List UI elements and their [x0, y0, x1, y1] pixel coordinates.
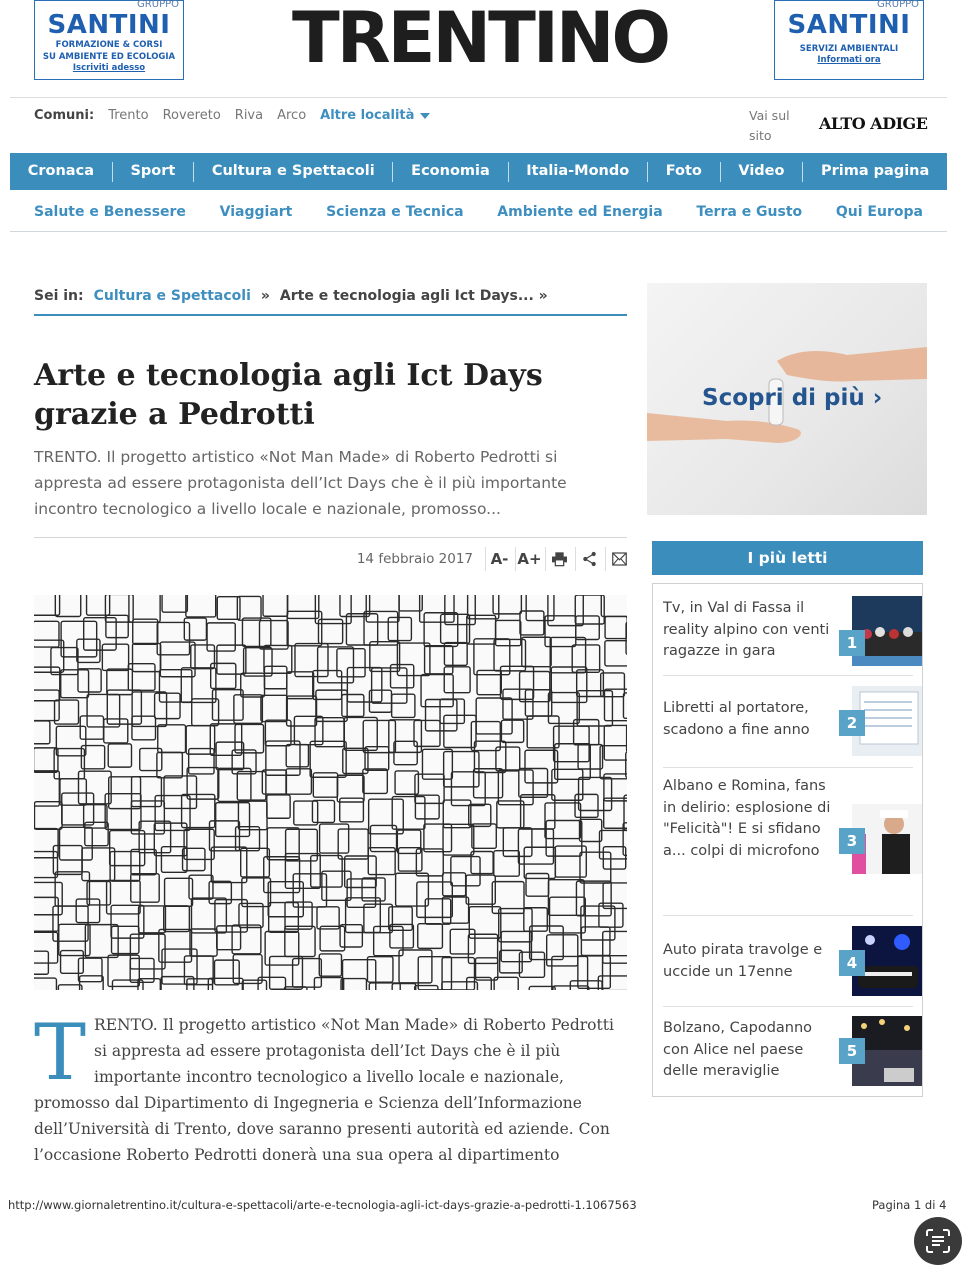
- subnav-ambiente[interactable]: Ambiente ed Energia: [497, 203, 663, 220]
- chevron-down-icon: [420, 113, 430, 119]
- vai-sul-sito-label: Vai sul sito: [749, 108, 790, 143]
- comuni-label: Comuni:: [34, 108, 95, 123]
- article-image: [34, 595, 627, 990]
- nav-cultura-spettacoli[interactable]: Cultura e Spettacoli: [211, 163, 375, 179]
- list-item[interactable]: [653, 686, 922, 758]
- santini-ad-left[interactable]: [34, 0, 184, 80]
- breadcrumb-separator: »: [260, 288, 270, 304]
- rank-badge: 5: [839, 1038, 865, 1064]
- list-divider: [663, 915, 913, 916]
- share-button[interactable]: [575, 547, 597, 571]
- breadcrumb-label: Sei in:: [34, 288, 84, 304]
- altre-localita-dropdown[interactable]: [320, 108, 430, 124]
- side-ad-cta[interactable]: Scopri di più ›: [702, 385, 883, 411]
- site-logo[interactable]: TRENTINO: [292, 0, 668, 79]
- alto-adige-link[interactable]: ALTO ADIGE: [819, 114, 928, 133]
- subnav-terra-gusto[interactable]: Terra e Gusto: [696, 203, 803, 220]
- nav-sport[interactable]: Sport: [130, 163, 176, 179]
- meta-divider: [34, 537, 627, 538]
- santini-ad-right[interactable]: [774, 0, 924, 80]
- article-date: 14 febbraio 2017: [356, 551, 473, 567]
- nav-economia[interactable]: Economia: [411, 163, 490, 179]
- nav-video[interactable]: Video: [738, 163, 785, 179]
- nav-foto[interactable]: Foto: [665, 163, 702, 179]
- ad-line: SU AMBIENTE ED ECOLOGIA: [42, 52, 176, 62]
- list-item-title[interactable]: Libretti al portatore, scadono a fine anno: [663, 700, 810, 738]
- altre-localita-label: Altre località: [320, 108, 415, 123]
- breadcrumb: [34, 288, 627, 316]
- article-body: [34, 1008, 622, 1168]
- page-counter: Pagina 1 di 4: [872, 1198, 947, 1212]
- main-nav: [10, 153, 947, 190]
- email-button[interactable]: [605, 547, 627, 571]
- mail-icon: [612, 550, 627, 568]
- ad-brand: SANTINI: [47, 10, 171, 40]
- rank-badge: 1: [839, 630, 865, 656]
- subnav-scienza[interactable]: Scienza e Tecnica: [326, 203, 464, 220]
- article-dropcap: T: [34, 1008, 87, 1098]
- sub-nav: [10, 192, 947, 232]
- list-item-title[interactable]: Albano e Romina, fans in delirio: esplosione di "Felicità"! E si sfidano a... colpi di microfono: [663, 778, 831, 859]
- article-title: Arte e tecnologia agli Ict Days grazie a Pedrotti: [34, 358, 543, 432]
- ad-line: SERVIZI AMBIENTALI: [799, 44, 899, 54]
- list-divider: [663, 1006, 913, 1007]
- piu-letti-list: [652, 583, 923, 1097]
- piu-letti-header: I più letti: [652, 541, 923, 575]
- nav-prima-pagina[interactable]: Prima pagina: [820, 163, 930, 179]
- list-item-title[interactable]: Bolzano, Capodanno con Alice nel paese delle meraviglie: [663, 1020, 813, 1079]
- ad-gruppo-label: GRUPPO: [877, 0, 919, 10]
- list-divider: [663, 675, 913, 676]
- town-link-rovereto[interactable]: Rovereto: [162, 108, 221, 123]
- list-divider: [663, 767, 913, 768]
- subnav-viaggiart[interactable]: Viaggiart: [219, 203, 293, 220]
- town-link-arco[interactable]: Arco: [277, 108, 307, 123]
- comuni-bar: [34, 108, 430, 124]
- breadcrumb-section-link[interactable]: Cultura e Spettacoli: [93, 288, 251, 304]
- article-lead: TRENTO. Il progetto artistico «Not Man Made» di Roberto Pedrotti si appresta ad essere protagonista dell’Ict Days che è il più importante incontro tecnologico a livello locale e nazionale, promosso...: [34, 448, 567, 518]
- ad-line: FORMAZIONE & CORSI: [55, 40, 163, 50]
- list-item[interactable]: [653, 776, 922, 906]
- scan-text-icon: [925, 1228, 951, 1254]
- list-item[interactable]: [653, 1016, 922, 1088]
- list-item-title[interactable]: Auto pirata travolge e uccide un 17enne: [663, 942, 823, 980]
- breadcrumb-current: Arte e tecnologia agli Ict Days... »: [279, 288, 548, 304]
- article-meta: [34, 545, 627, 573]
- list-item-title[interactable]: Tv, in Val di Fassa il reality alpino con venti ragazze in gara: [663, 600, 830, 659]
- ad-cta[interactable]: Iscriviti adesso: [72, 63, 146, 73]
- rank-badge: 2: [839, 710, 865, 736]
- rank-badge: 3: [839, 828, 865, 854]
- squares-artwork: [34, 595, 627, 990]
- subnav-qui-europa[interactable]: Qui Europa: [835, 203, 923, 220]
- side-advertisement[interactable]: [647, 283, 927, 515]
- nav-cronaca[interactable]: Cronaca: [27, 163, 94, 179]
- ad-gruppo-label: GRUPPO: [137, 0, 179, 10]
- print-button[interactable]: [545, 547, 567, 571]
- print-icon: [552, 551, 567, 567]
- rank-badge: 4: [839, 950, 865, 976]
- font-increase-button[interactable]: A+: [515, 547, 537, 571]
- ad-brand: SANTINI: [787, 10, 911, 40]
- scan-text-button[interactable]: [914, 1217, 962, 1265]
- page-url: http://www.giornaletrentino.it/cultura-e-spettacoli/arte-e-tecnologia-agli-ict-days-grazie-a-pedrotti-1.1067563: [8, 1198, 637, 1212]
- font-decrease-button[interactable]: A-: [485, 547, 507, 571]
- list-item[interactable]: [653, 596, 922, 668]
- list-item[interactable]: [653, 926, 922, 998]
- share-icon: [582, 550, 597, 568]
- town-link-riva[interactable]: Riva: [234, 108, 264, 123]
- header-divider: [10, 97, 947, 98]
- subnav-salute[interactable]: Salute e Benessere: [34, 203, 186, 220]
- article-body-text: RENTO. Il progetto artistico «Not Man Made» di Roberto Pedrotti si appresta ad essere protagonista dell’Ict Days che è il più importante incontro tecnologico a livello locale e nazionale, promosso dal Dipartimento di Ingegneria e Scienza dell’Informazione dell’Università di Trento, dove saranno presenti autorità ed aziende. Con l’occasione Roberto Pedrotti donerà una sua opera al dipartimento: [34, 1016, 614, 1164]
- ad-cta[interactable]: Informati ora: [817, 55, 881, 65]
- town-link-trento[interactable]: Trento: [108, 108, 149, 123]
- nav-italia-mondo[interactable]: Italia-Mondo: [526, 163, 630, 179]
